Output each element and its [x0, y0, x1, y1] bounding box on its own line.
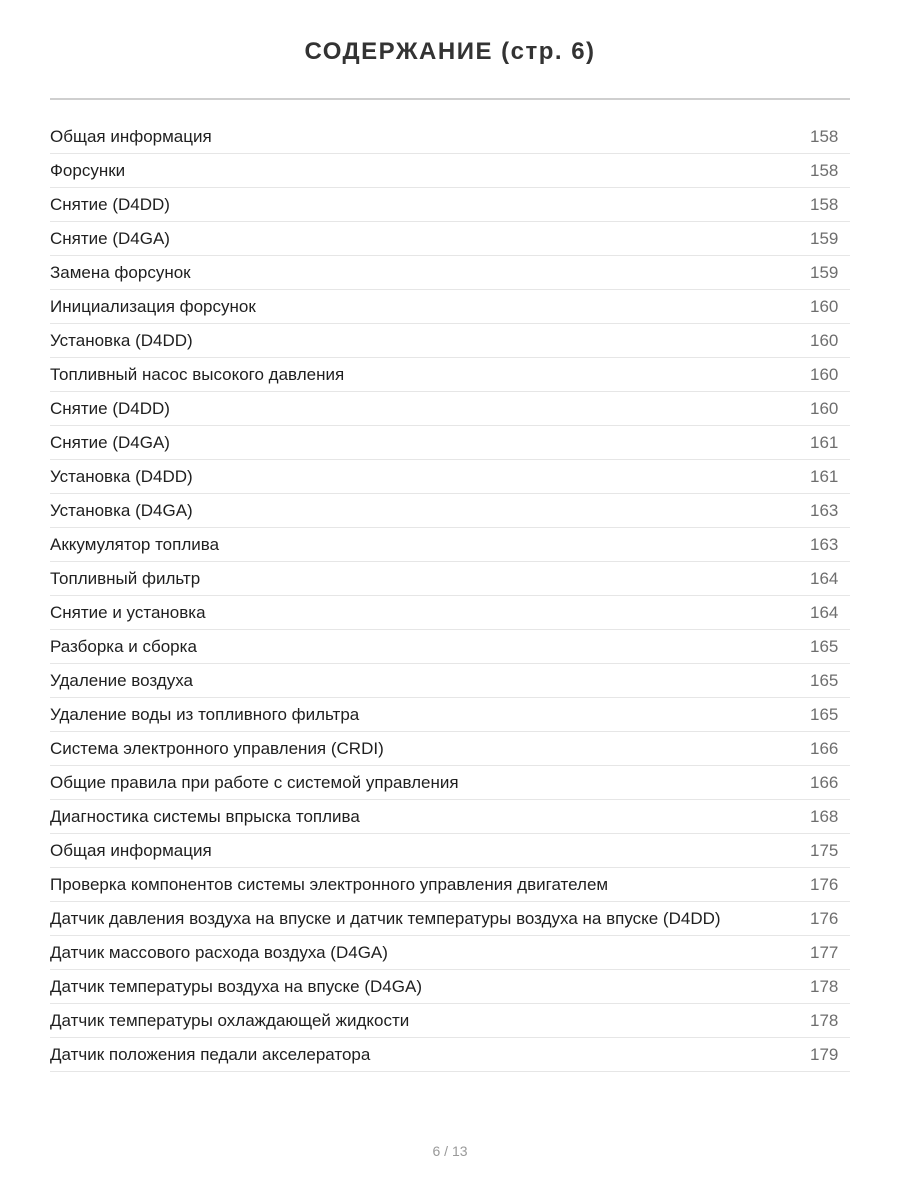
toc-entry-label: Удаление воды из топливного фильтра	[50, 704, 360, 724]
toc-entry[interactable]	[50, 698, 850, 732]
toc-entry-label: Датчик давления воздуха на впуске и датчик температуры воздуха на впуске (D4DD)	[50, 908, 721, 928]
toc-entry-page: 161	[810, 432, 839, 452]
toc-entry-page: 175	[810, 840, 839, 860]
toc-entry-page: 160	[810, 296, 839, 316]
toc-entry-label: Проверка компонентов системы электронного управления двигателем	[50, 874, 609, 894]
toc-entry[interactable]	[50, 120, 850, 154]
toc-entry-page: 158	[810, 160, 839, 180]
toc-entry-label: Датчик положения педали акселератора	[50, 1044, 371, 1064]
toc-entry-label: Снятие (D4DD)	[50, 398, 170, 418]
toc-entry-page: 179	[810, 1044, 839, 1064]
toc-entry[interactable]	[50, 1038, 850, 1072]
toc-entry-label: Общая информация	[50, 840, 212, 860]
toc-entry-page: 160	[810, 364, 839, 384]
toc-entry[interactable]	[50, 902, 850, 936]
table-of-contents	[50, 120, 850, 1072]
toc-entry-label: Топливный насос высокого давления	[50, 364, 345, 384]
toc-entry[interactable]	[50, 188, 850, 222]
toc-entry[interactable]	[50, 222, 850, 256]
page-indicator: 6 / 13	[432, 1143, 468, 1159]
toc-entry[interactable]	[50, 460, 850, 494]
toc-entry-label: Установка (D4DD)	[50, 330, 193, 350]
toc-entry[interactable]	[50, 834, 850, 868]
toc-entry-page: 165	[810, 670, 839, 690]
toc-entry[interactable]	[50, 562, 850, 596]
toc-entry[interactable]	[50, 664, 850, 698]
toc-entry-page: 177	[810, 942, 839, 962]
toc-entry-label: Разборка и сборка	[50, 636, 197, 656]
toc-entry-page: 165	[810, 704, 839, 724]
toc-entry-page: 166	[810, 738, 839, 758]
toc-entry-label: Датчик температуры охлаждающей жидкости	[50, 1010, 410, 1030]
toc-entry-label: Форсунки	[50, 160, 126, 180]
toc-entry[interactable]	[50, 868, 850, 902]
toc-entry-page: 164	[810, 602, 839, 622]
toc-entry[interactable]	[50, 596, 850, 630]
toc-entry[interactable]	[50, 494, 850, 528]
toc-entry[interactable]	[50, 630, 850, 664]
toc-entry-label: Установка (D4DD)	[50, 466, 193, 486]
toc-entry-label: Аккумулятор топлива	[50, 534, 220, 554]
toc-entry[interactable]	[50, 936, 850, 970]
toc-entry[interactable]	[50, 324, 850, 358]
toc-entry-page: 168	[810, 806, 839, 826]
toc-entry[interactable]	[50, 392, 850, 426]
toc-entry-page: 178	[810, 1010, 839, 1030]
toc-entry-label: Замена форсунок	[50, 262, 191, 282]
toc-entry-label: Установка (D4GA)	[50, 500, 193, 520]
toc-entry-page: 160	[810, 330, 839, 350]
toc-entry-label: Снятие (D4DD)	[50, 194, 170, 214]
toc-entry[interactable]	[50, 732, 850, 766]
toc-entry-label: Снятие (D4GA)	[50, 228, 170, 248]
toc-entry-label: Система электронного управления (CRDI)	[50, 738, 384, 758]
toc-entry-label: Снятие (D4GA)	[50, 432, 170, 452]
toc-entry-page: 163	[810, 534, 839, 554]
toc-entry[interactable]	[50, 766, 850, 800]
toc-entry[interactable]	[50, 290, 850, 324]
toc-entry[interactable]	[50, 154, 850, 188]
toc-entry[interactable]	[50, 256, 850, 290]
title-divider	[50, 98, 850, 100]
toc-entry[interactable]	[50, 1004, 850, 1038]
toc-entry-page: 161	[810, 466, 839, 486]
toc-entry-page: 164	[810, 568, 839, 588]
toc-entry-page: 158	[810, 194, 839, 214]
toc-entry-label: Диагностика системы впрыска топлива	[50, 806, 360, 826]
toc-entry-label: Топливный фильтр	[50, 568, 201, 588]
toc-entry-label: Датчик температуры воздуха на впуске (D4GA)	[50, 976, 422, 996]
toc-entry[interactable]	[50, 528, 850, 562]
toc-entry-page: 158	[810, 126, 839, 146]
toc-entry[interactable]	[50, 970, 850, 1004]
toc-entry-label: Общая информация	[50, 126, 212, 146]
toc-entry-page: 160	[810, 398, 839, 418]
toc-entry-label: Инициализация форсунок	[50, 296, 256, 316]
toc-entry-label: Удаление воздуха	[50, 670, 193, 690]
toc-entry-page: 165	[810, 636, 839, 656]
toc-entry[interactable]	[50, 358, 850, 392]
toc-entry-label: Общие правила при работе с системой управления	[50, 772, 459, 792]
toc-entry-page: 176	[810, 908, 839, 928]
toc-entry-page: 159	[810, 228, 839, 248]
toc-entry[interactable]	[50, 800, 850, 834]
toc-entry-page: 163	[810, 500, 839, 520]
toc-entry-page: 176	[810, 874, 839, 894]
toc-entry-label: Снятие и установка	[50, 602, 206, 622]
toc-entry-page: 166	[810, 772, 839, 792]
toc-entry-page: 178	[810, 976, 839, 996]
toc-entry[interactable]	[50, 426, 850, 460]
toc-entry-label: Датчик массового расхода воздуха (D4GA)	[50, 942, 388, 962]
toc-entry-page: 159	[810, 262, 839, 282]
page-title: СОДЕРЖАНИЕ (стр. 6)	[304, 38, 596, 65]
